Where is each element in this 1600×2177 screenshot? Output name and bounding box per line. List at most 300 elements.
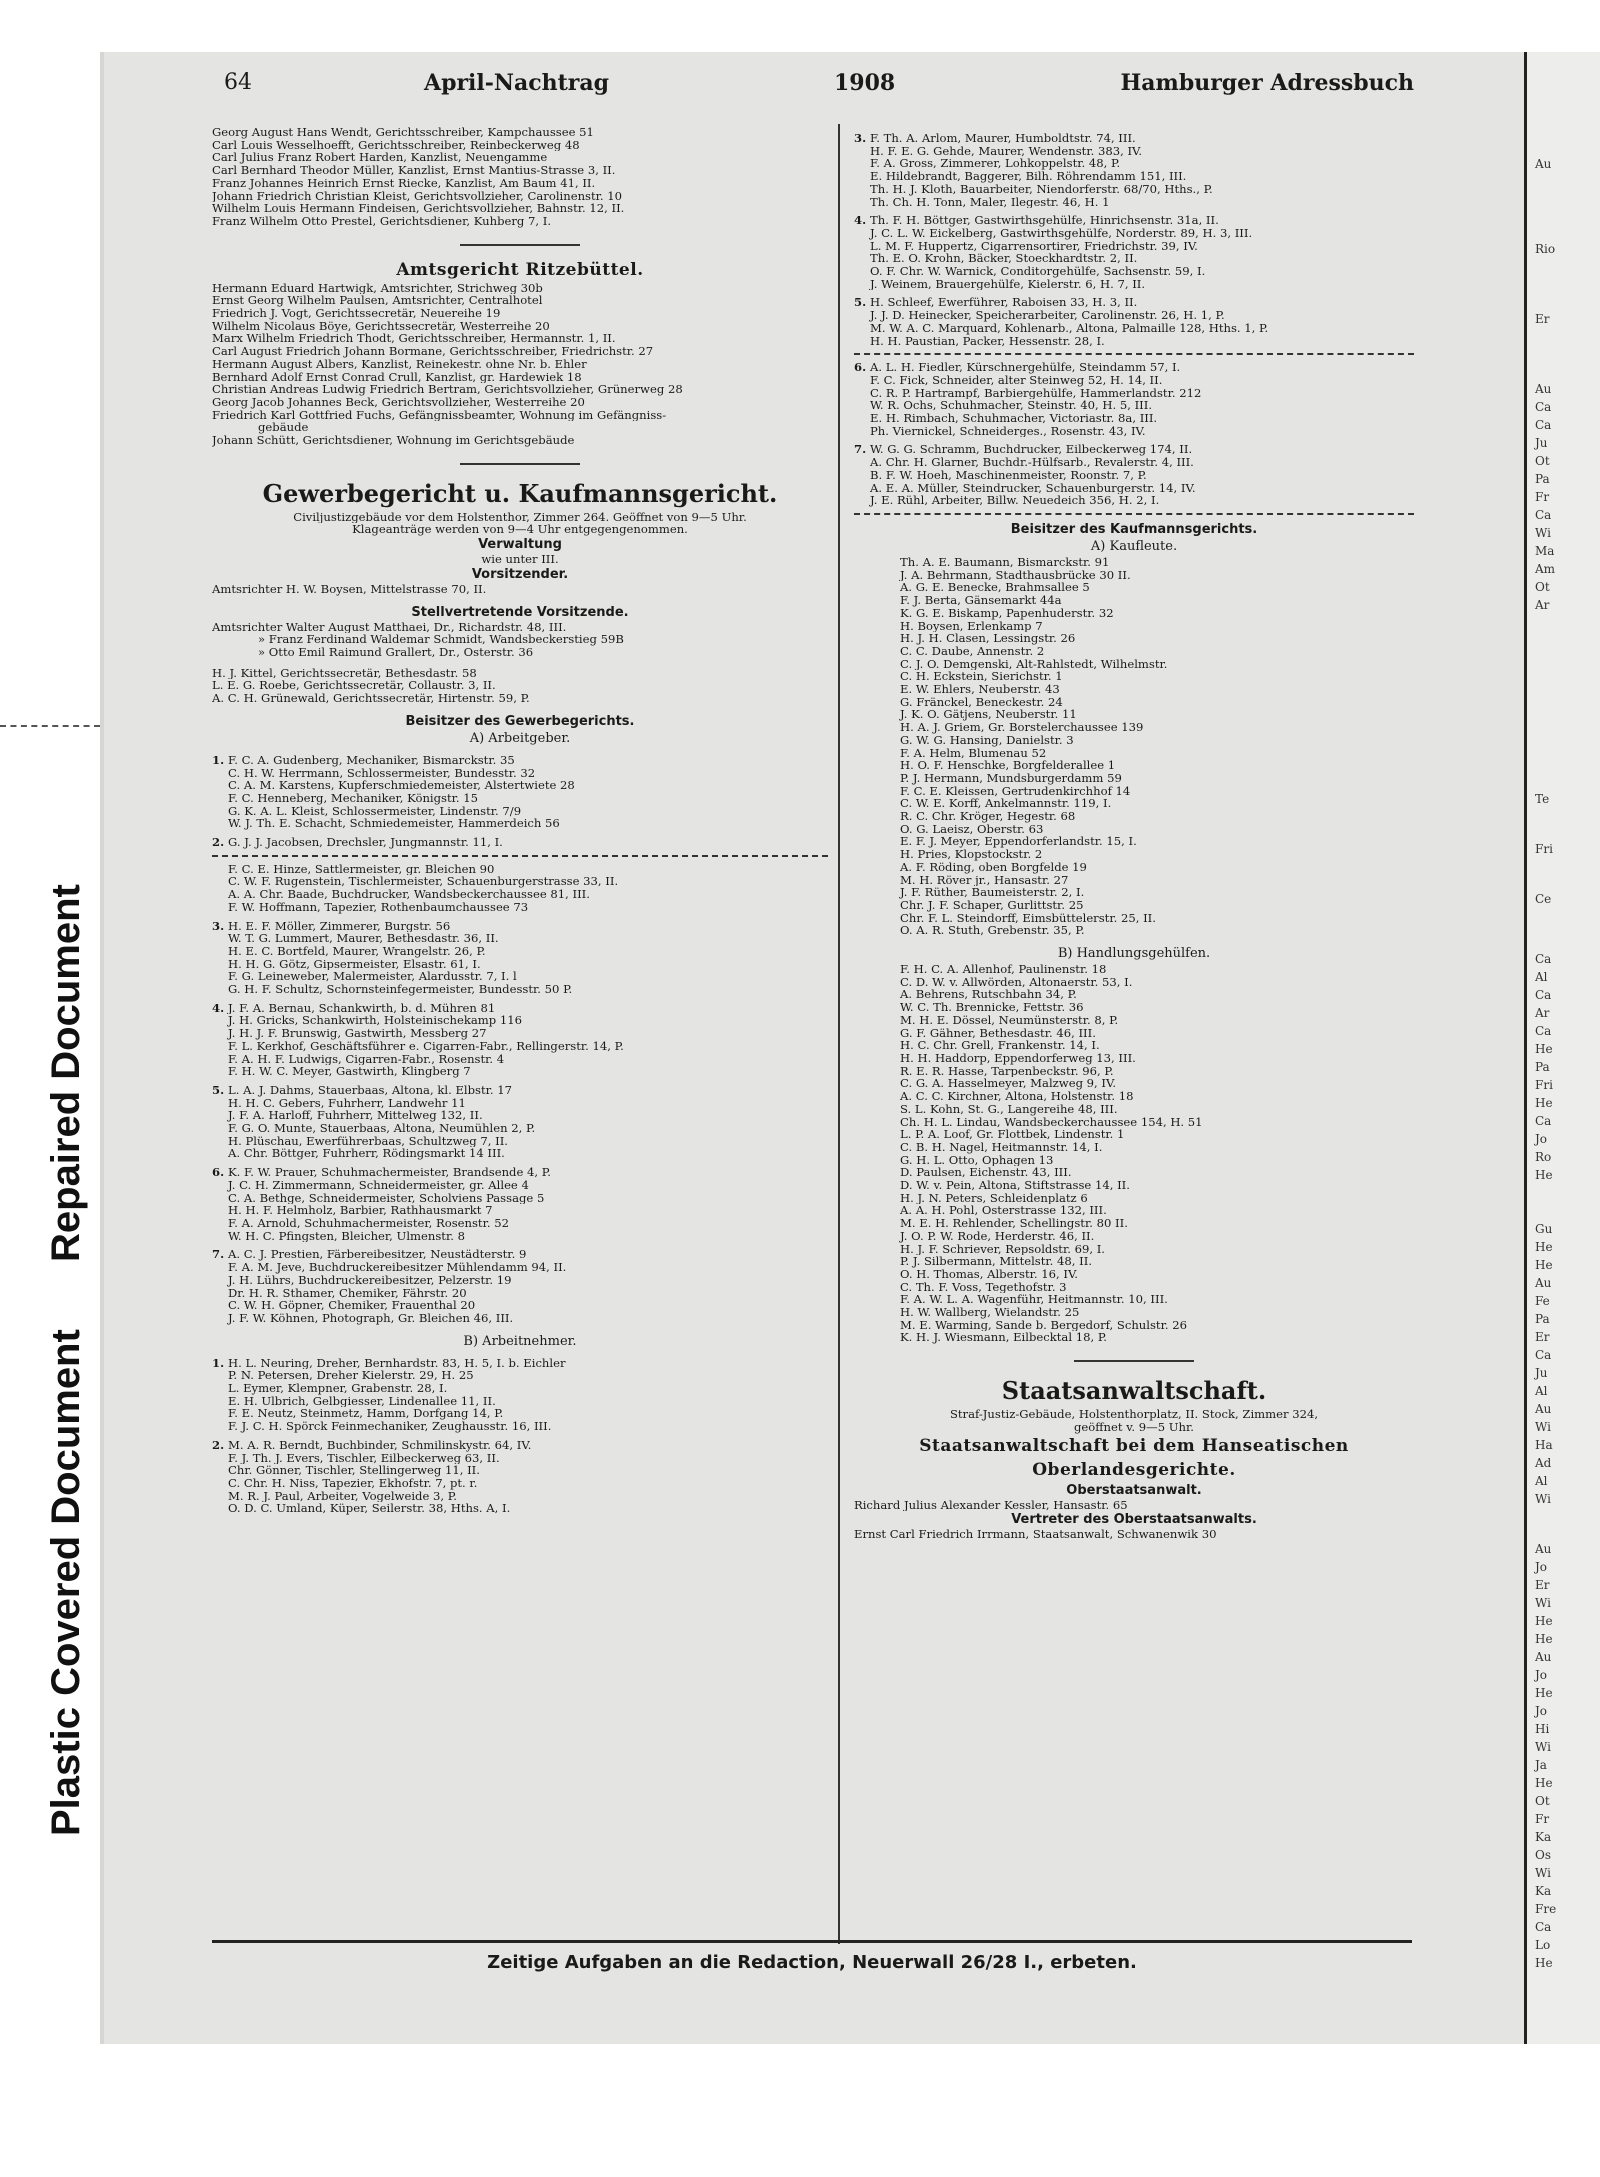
handlungsgehuelfe-line: W. C. Th. Brennicke, Fettstr. 36 xyxy=(900,1001,1084,1014)
entry-line xyxy=(212,1369,828,1382)
subheading-verwaltung: Verwaltung xyxy=(478,537,562,553)
handlungsgehuelfe-line: H. J. F. Schriever, Repsoldstr. 69, I. xyxy=(900,1242,1105,1256)
edge-text-fragment: Ha xyxy=(1535,1438,1553,1452)
kaufmann-line: E. F. J. Meyer, Eppendorferlandstr. 15, I. xyxy=(900,835,1137,849)
entry-line xyxy=(212,932,828,945)
entry-line xyxy=(212,767,828,780)
entry-text: L. A. J. Dahms, Stauerbaas, Altona, kl. Elbstr. 17 xyxy=(228,1083,513,1097)
handlungsgehuelfe-line: D. Paulsen, Eichenstr. 43, III. xyxy=(900,1166,1072,1180)
entry-line xyxy=(854,374,1414,387)
entry-text: J. F. A. Bernau, Schankwirth, b. d. Mühren 81 xyxy=(228,1001,496,1015)
entry-line xyxy=(212,1135,828,1148)
edge-text-fragment: Au xyxy=(1535,157,1552,171)
entry-text: F. J. C. H. Spörck Feinmechaniker, Zeughausstr. 16, III. xyxy=(228,1420,552,1433)
kaufmann-line: J. K. O. Gätjens, Neuberstr. 11 xyxy=(900,708,1077,722)
entry-text: H. H. G. Götz, Gipsermeister, Elsastr. 61, I. xyxy=(228,957,481,971)
entry-line xyxy=(854,296,1414,309)
entry-line xyxy=(212,1382,828,1395)
edge-text-fragment: Jo xyxy=(1535,1132,1548,1146)
handlungsgehuelfe-line: A. Behrens, Rutschbahn 34, P. xyxy=(900,988,1077,1002)
entry-line xyxy=(212,754,828,767)
kaufmann-line: F. C. E. Kleissen, Gertrudenkirchhof 14 xyxy=(900,784,1131,798)
entry-line xyxy=(212,1217,828,1230)
entry-text: H. H. Paustian, Packer, Hessenstr. 28, I. xyxy=(870,334,1105,348)
numbered-group xyxy=(854,132,1414,208)
edge-text-fragment: Ca xyxy=(1535,1920,1552,1934)
entry-text: J. H. Gricks, Schankwirth, Holsteinischekamp 116 xyxy=(228,1014,523,1028)
handlungsgehuelfe-line: O. H. Thomas, Alberstr. 16, IV. xyxy=(900,1267,1078,1281)
court-staff-line: Carl August Friedrich Johann Bormane, Gerichtsschreiber, Friedrichstr. 27 xyxy=(212,345,654,358)
kaufmann-line: H. Pries, Klopstockstr. 2 xyxy=(900,848,1043,861)
edge-text-fragment: Pa xyxy=(1535,472,1550,486)
court-staff-line: Hermann August Albers, Kanzlist, Reinekestr. ohne Nr. b. Ehler xyxy=(212,357,587,371)
entry-text: H. Schleef, Ewerführer, Raboisen 33, H. 3, II. xyxy=(870,296,1138,310)
group-number: 4. xyxy=(854,214,867,227)
edge-text-fragment: Ca xyxy=(1535,988,1552,1002)
edge-text-fragment: Fr xyxy=(1535,490,1550,504)
entry-line xyxy=(212,817,828,830)
court-staff-line: Carl Louis Wesselhoefft, Gerichtsschreiber, Reinbeckerweg 48 xyxy=(212,138,580,152)
edge-text-fragment: Te xyxy=(1535,792,1550,806)
edge-text-fragment: Al xyxy=(1535,1474,1548,1488)
kaufmann-line: C. W. E. Korff, Ankelmannstr. 119, I. xyxy=(900,797,1112,811)
entry-text: Th. Ch. H. Tonn, Maler, Ilegestr. 46, H. 1 xyxy=(870,195,1110,209)
entry-line xyxy=(854,145,1414,158)
section-heading-staatsanwaltschaft: Staatsanwaltschaft. xyxy=(1001,1376,1267,1406)
entry-text: J. H. Lührs, Buchdruckereibesitzer, Pelzerstr. 19 xyxy=(228,1273,512,1287)
edge-text-fragment: He xyxy=(1535,1240,1553,1254)
edge-text-fragment: Ka xyxy=(1535,1884,1552,1898)
entry-line xyxy=(854,157,1414,170)
edge-text-fragment: Wi xyxy=(1535,1420,1551,1434)
entry-line xyxy=(854,183,1414,196)
section-rule xyxy=(1074,1360,1194,1362)
edge-text-fragment: Ca xyxy=(1535,400,1552,414)
kaufmann-line: A. F. Röding, oben Borgfelde 19 xyxy=(900,860,1087,874)
entry-line xyxy=(212,1002,828,1015)
edge-text-fragment: Ma xyxy=(1535,544,1555,558)
edge-text-fragment: Er xyxy=(1535,312,1550,326)
edge-text-fragment: He xyxy=(1535,1614,1553,1628)
entry-text: M. R. J. Paul, Arbeiter, Vogelweide 3, P. xyxy=(228,1489,457,1503)
entry-line xyxy=(854,443,1414,456)
numbered-group xyxy=(212,1002,828,1078)
entry-line xyxy=(212,1166,828,1179)
column-divider xyxy=(838,124,840,1944)
entry-text: G. J. J. Jacobsen, Drechsler, Jungmannstr. 11, I. xyxy=(228,836,503,849)
edge-text-fragment: Ca xyxy=(1535,1348,1552,1362)
edge-text-fragment: Ca xyxy=(1535,418,1552,432)
edge-text-fragment: Ot xyxy=(1535,580,1550,594)
edge-text-fragment: Ca xyxy=(1535,1114,1552,1128)
edge-text-fragment: Jo xyxy=(1535,1668,1548,1682)
entry-text: C. H. W. Herrmann, Schlossermeister, Bundesstr. 32 xyxy=(228,766,536,780)
entry-text: C. A. Bethge, Schneidermeister, Scholviens Passage 5 xyxy=(228,1191,545,1205)
edge-text-fragment: He xyxy=(1535,1168,1553,1182)
entry-line xyxy=(212,1490,828,1503)
entry-line xyxy=(854,227,1414,240)
edge-text-fragment: Al xyxy=(1535,970,1548,984)
kaufmann-line: F. J. Berta, Gänsemarkt 44a xyxy=(900,594,1062,607)
edge-text-fragment: Jo xyxy=(1535,1560,1548,1574)
group-number: 5. xyxy=(854,296,867,310)
kaufmann-line: J. A. Behrmann, Stadthausbrücke 30 II. xyxy=(900,568,1131,582)
edge-text-fragment: He xyxy=(1535,1096,1553,1110)
subheading-arbeitnehmer: B) Arbeitnehmer. xyxy=(463,1333,577,1349)
entry-text: Ph. Viernickel, Schneiderges., Rosenstr. 43, IV. xyxy=(870,424,1146,438)
handlungsgehuelfe-line: C. G. A. Hasselmeyer, Malzweg 9, IV. xyxy=(900,1077,1117,1091)
numbered-group xyxy=(212,836,828,849)
entry-line xyxy=(212,1109,828,1122)
edge-text-fragment: He xyxy=(1535,1042,1553,1056)
entry-text: H. E. C. Bortfeld, Maurer, Wrangelstr. 26, P. xyxy=(228,944,486,958)
secretary-line: L. E. G. Roebe, Gerichtssecretär, Collaustr. 3, II. xyxy=(212,679,496,693)
entry-line xyxy=(854,265,1414,278)
entry-text: A. A. Chr. Baade, Buchdrucker, Wandsbeckerchaussee 81, III. xyxy=(228,888,590,901)
entry-text: O. F. Chr. W. Warnick, Conditorgehülfe, Sachsenstr. 59, I. xyxy=(870,265,1206,278)
edge-text-fragment: Wi xyxy=(1535,1596,1551,1610)
edge-text-fragment: Fri xyxy=(1535,1078,1553,1092)
court-staff-line: Johann Friedrich Christian Kleist, Gerichtsvollzieher, Carolinenstr. 10 xyxy=(212,189,623,203)
entry-text: K. F. W. Prauer, Schuhmachermeister, Brandsende 4, P. xyxy=(228,1166,551,1179)
entry-text: H. E. F. Möller, Zimmerer, Burgstr. 56 xyxy=(228,919,451,933)
group-number: 6. xyxy=(212,1166,225,1179)
entry-line xyxy=(854,132,1414,145)
entry-line xyxy=(212,1502,828,1515)
court-staff-line: Hermann Eduard Hartwigk, Amtsrichter, Strichweg 30b xyxy=(212,281,543,295)
edge-text-fragment: Fre xyxy=(1535,1902,1557,1916)
edge-text-fragment: Ja xyxy=(1535,1758,1547,1772)
handlungsgehuelfe-line: H. J. N. Peters, Schleidenplatz 6 xyxy=(900,1191,1088,1205)
court-staff-line: Friedrich Karl Gottfried Fuchs, Gefängnissbeamter, Wohnung im Gefängniss- xyxy=(212,408,667,422)
entry-line xyxy=(212,901,828,914)
group-number: 2. xyxy=(212,1438,225,1452)
edge-text-fragment: Fri xyxy=(1535,842,1553,856)
court-staff-line: Johann Schütt, Gerichtsdiener, Wohnung im Gerichtsgebäude xyxy=(212,434,575,447)
entry-line xyxy=(212,863,828,876)
entry-line xyxy=(854,335,1414,348)
entry-text: A. C. J. Prestien, Färbereibesitzer, Neustädterstr. 9 xyxy=(228,1248,527,1262)
entry-line xyxy=(212,1395,828,1408)
kaufmann-line: C. H. Eckstein, Sierichstr. 1 xyxy=(900,670,1063,684)
edge-text-fragment: He xyxy=(1535,1258,1553,1272)
entry-line xyxy=(212,1065,828,1078)
handlungsgehuelfe-line: F. A. W. L. A. Wagenführ, Heitmannstr. 10, III. xyxy=(900,1293,1168,1307)
entry-line xyxy=(212,792,828,805)
handlungsgehuelfe-line: S. L. Kohn, St. G., Langereihe 48, III. xyxy=(900,1102,1118,1116)
entry-text: F. E. Neutz, Steinmetz, Hamm, Dorfgang 14, P. xyxy=(228,1407,504,1421)
kaufmann-line: K. G. E. Biskamp, Papenhuderstr. 32 xyxy=(900,606,1114,620)
entry-text: L. M. F. Huppertz, Cigarrensortirer, Friedrichstr. 39, IV. xyxy=(870,239,1198,253)
entry-text: F. A. M. Jeve, Buchdruckereibesitzer Mühlendamm 94, II. xyxy=(228,1261,567,1274)
kaufmann-line: A. G. E. Benecke, Brahmsallee 5 xyxy=(900,581,1090,595)
entry-line xyxy=(212,970,828,983)
group-number: 1. xyxy=(212,753,225,767)
entry-line xyxy=(854,387,1414,400)
edge-text-fragment: Ka xyxy=(1535,1830,1552,1844)
entry-line xyxy=(212,1464,828,1477)
section-heading-oberlandesgericht: Staatsanwaltschaft bei dem Hanseatischen xyxy=(919,1435,1349,1456)
entry-line xyxy=(212,1147,828,1160)
edge-text-fragment: Ca xyxy=(1535,508,1552,522)
entry-text: F. C. A. Gudenberg, Mechaniker, Bismarckstr. 35 xyxy=(228,753,515,767)
entry-line xyxy=(854,309,1414,322)
entry-text: C. W. F. Rugenstein, Tischlermeister, Schauenburgerstrasse 33, II. xyxy=(228,875,619,889)
entry-text: W. T. G. Lummert, Maurer, Bethesdastr. 36, II. xyxy=(228,932,499,945)
kaufmann-line: G. Fränckel, Beneckestr. 24 xyxy=(900,695,1063,709)
entry-text: E. Hildebrandt, Baggerer, Bilh. Röhrendamm 151, III. xyxy=(870,170,1187,183)
numbered-group xyxy=(212,754,828,830)
entry-text: J. F. A. Harloff, Fuhrherr, Mittelweg 132, II. xyxy=(228,1109,483,1123)
entry-line xyxy=(212,958,828,971)
edge-text-fragment: Al xyxy=(1535,1384,1548,1398)
entry-line xyxy=(212,1407,828,1420)
entry-text: W. J. Th. E. Schacht, Schmiedemeister, Hammerdeich 56 xyxy=(228,817,560,831)
handlungsgehuelfe-line: H. C. Chr. Grell, Frankenstr. 14, I. xyxy=(900,1039,1100,1052)
entry-text: H. L. Neuring, Dreher, Bernhardstr. 83, H. 5, I. b. Eichler xyxy=(228,1356,566,1370)
entry-text: A. Chr. Böttger, Fuhrherr, Rödingsmarkt 14 III. xyxy=(228,1147,505,1161)
court-staff-line: Wilhelm Nicolaus Böye, Gerichtssecretär, Westerreihe 20 xyxy=(212,319,550,333)
entry-text: F. C. Fick, Schneider, alter Steinweg 52, H. 14, II. xyxy=(870,373,1163,387)
group-number: 3. xyxy=(212,919,225,933)
edge-text-fragment: Wi xyxy=(1535,1492,1551,1506)
repaired-document-label: Repaired Document xyxy=(44,884,88,1262)
entry-line xyxy=(212,1261,828,1274)
entry-line xyxy=(212,1053,828,1066)
numbered-group xyxy=(854,361,1414,437)
kaufmann-line: C. J. O. Demgenski, Alt-Rahlstedt, Wilhelmstr. xyxy=(900,657,1168,671)
adjacent-page-edge xyxy=(1524,52,1600,2044)
group-number: 5. xyxy=(212,1083,225,1097)
handlungsgehuelfe-line: C. Th. F. Voss, Tegethofstr. 3 xyxy=(900,1280,1067,1294)
entry-line xyxy=(212,1179,828,1192)
edge-text-fragment: He xyxy=(1535,1686,1553,1700)
entry-text: E. H. Ulbrich, Gelbgiesser, Lindenallee 11, II. xyxy=(228,1394,496,1408)
entry-line xyxy=(854,252,1414,265)
numbered-group xyxy=(212,920,828,996)
handlungsgehuelfe-line: H. H. Haddorp, Eppendorferweg 13, III. xyxy=(900,1052,1136,1065)
kaufmann-line: Th. A. E. Baumann, Bismarckstr. 91 xyxy=(900,555,1110,569)
entry-line xyxy=(854,322,1414,335)
handlungsgehuelfe-line: G. F. Gähner, Bethesdastr. 46, III. xyxy=(900,1026,1096,1040)
entry-text: H. Plüschau, Ewerführerbaas, Schultzweg 7, II. xyxy=(228,1134,508,1148)
court-staff-line: gebäude xyxy=(258,421,309,435)
entry-line xyxy=(854,214,1414,227)
address-line: Civiljustizgebäude vor dem Holstenthor, Zimmer 264. Geöffnet von 9—5 Uhr. xyxy=(293,510,747,524)
entry-line xyxy=(212,1299,828,1312)
spacer xyxy=(854,937,1414,945)
entry-line xyxy=(854,482,1414,495)
entry-text: Th. H. J. Kloth, Bauarbeiter, Niendorferstr. 68/70, Hths., P. xyxy=(870,182,1213,196)
entry-text: M. A. R. Berndt, Buchbinder, Schmilinskystr. 64, IV. xyxy=(228,1438,532,1452)
entry-text: F. W. Hoffmann, Tapezier, Rothenbaumchaussee 73 xyxy=(228,900,529,914)
kaufmann-line: O. A. R. Stuth, Grebenstr. 35, P. xyxy=(900,924,1085,938)
side-annotations xyxy=(0,0,100,2177)
right-column xyxy=(854,126,1414,1541)
edge-text-fragment: Os xyxy=(1535,1848,1551,1862)
entry-line xyxy=(212,920,828,933)
address-line: Straf-Justiz-Gebäude, Holstenthorplatz, II. Stock, Zimmer 324, xyxy=(949,1408,1319,1421)
spacer xyxy=(212,1325,828,1333)
handlungsgehuelfe-line: M. E. Warming, Sande b. Bergedorf, Schulstr. 26 xyxy=(900,1318,1187,1332)
entry-line xyxy=(212,805,828,818)
page-year: 1908 xyxy=(834,70,896,96)
entry-line xyxy=(854,399,1414,412)
court-staff-line: Bernhard Adolf Ernst Conrad Crull, Kanzlist, gr. Hardewiek 18 xyxy=(212,370,582,384)
edge-text-fragment: Pa xyxy=(1535,1312,1550,1326)
edge-text-fragment: Rio xyxy=(1535,242,1556,256)
kaufmann-line: J. F. Rüther, Baumeisterstr. 2, I. xyxy=(900,886,1085,899)
entry-line xyxy=(854,240,1414,253)
court-staff-line: Franz Wilhelm Otto Prestel, Gerichtsdiener, Kuhberg 7, I. xyxy=(212,214,552,228)
left-column xyxy=(212,126,828,1515)
court-staff-line: Ernst Georg Wilhelm Paulsen, Amtsrichter, Centralhotel xyxy=(212,294,543,308)
edge-text-fragment: Au xyxy=(1535,1650,1552,1664)
edge-text-fragment: Jo xyxy=(1535,1704,1548,1718)
entry-line xyxy=(212,1230,828,1243)
edge-text-fragment: Lo xyxy=(1535,1938,1551,1952)
court-staff-line: Marx Wilhelm Friedrich Thodt, Gerichtsschreiber, Hermannstr. 1, II. xyxy=(212,332,616,346)
entry-text: F. C. Henneberg, Mechaniker, Königstr. 15 xyxy=(228,791,479,805)
handlungsgehuelfe-line: J. O. P. W. Rode, Herderstr. 46, II. xyxy=(900,1229,1095,1243)
entry-text: J. E. Rühl, Arbeiter, Billw. Neuedeich 356, H. 2, I. xyxy=(870,494,1160,507)
edge-text-fragment: Ar xyxy=(1535,598,1550,612)
court-staff-line: Franz Johannes Heinrich Ernst Riecke, Kanzlist, Am Baum 41, II. xyxy=(212,176,596,190)
edge-text-fragment: Au xyxy=(1535,1542,1552,1556)
entry-line xyxy=(854,196,1414,209)
edge-text-fragment: Ca xyxy=(1535,952,1552,966)
page-title: April-Nachtrag xyxy=(424,70,610,96)
entry-line xyxy=(212,1274,828,1287)
handlungsgehuelfe-line: A. A. H. Pohl, Osterstrasse 132, III. xyxy=(900,1204,1107,1218)
entry-text: G. K. A. L. Kleist, Schlossermeister, Lindenstr. 7/9 xyxy=(228,804,522,818)
entry-text: L. Eymer, Klempner, Grabenstr. 28, I. xyxy=(228,1382,448,1395)
group-number: 6. xyxy=(854,361,867,374)
edge-text-fragment: Ot xyxy=(1535,1794,1550,1808)
entry-text: F. A. Arnold, Schuhmachermeister, Rosenstr. 52 xyxy=(228,1217,509,1230)
group-number: 1. xyxy=(212,1356,225,1370)
section-rule xyxy=(460,244,580,246)
entry-text: H. H. F. Helmholz, Barbier, Rathhausmarkt 7 xyxy=(228,1204,493,1217)
entry-text: J. C. H. Zimmermann, Schneidermeister, gr. Allee 4 xyxy=(228,1178,529,1192)
section-heading-gewerbegericht: Gewerbegericht u. Kaufmannsgericht. xyxy=(262,478,778,508)
stellvertreter-line: Amtsrichter Walter August Matthaei, Dr., Richardstr. 48, III. xyxy=(212,620,567,634)
entry-text: Th. F. H. Böttger, Gastwirthsgehülfe, Hinrichsenstr. 31a, II. xyxy=(870,214,1219,227)
edge-text-fragment: He xyxy=(1535,1956,1553,1970)
numbered-group xyxy=(854,443,1414,507)
entry-text: B. F. W. Hoeh, Maschinenmeister, Roonstr. 7, P. xyxy=(870,468,1147,482)
entry-line xyxy=(854,361,1414,374)
entry-text: M. W. A. C. Marquard, Kohlenarb., Altona, Palmaille 128, Hths. 1, P. xyxy=(870,321,1269,335)
handlungsgehuelfe-line: H. W. Wallberg, Wielandstr. 25 xyxy=(900,1306,1080,1319)
edge-text-fragment: Fe xyxy=(1535,1294,1550,1308)
address-line: Klageanträge werden von 9—4 Uhr entgegengenommen. xyxy=(352,523,688,537)
scanned-page-area xyxy=(100,52,1600,2044)
entry-line xyxy=(212,875,828,888)
edge-text-fragment: He xyxy=(1535,1632,1553,1646)
entry-text: J. Weinem, Brauergehülfe, Kielerstr. 6, H. 7, II. xyxy=(870,277,1146,291)
entry-line xyxy=(212,1287,828,1300)
entry-text: W. R. Ochs, Schuhmacher, Steinstr. 40, H. 5, III. xyxy=(870,399,1153,413)
handlungsgehuelfe-line: A. C. C. Kirchner, Altona, Holstenstr. 18 xyxy=(900,1090,1134,1103)
entry-text: F. G. Leineweber, Malermeister, Alardusstr. 7, I. l xyxy=(228,970,517,984)
edge-text-fragment: Pa xyxy=(1535,1060,1550,1074)
stellvertreter-line: » Franz Ferdinand Waldemar Schmidt, Wandsbeckerstieg 59B xyxy=(258,633,624,646)
edge-text-fragment: Ju xyxy=(1535,436,1548,450)
entry-line xyxy=(212,945,828,958)
edge-text-fragment: Am xyxy=(1535,562,1556,576)
plastic-covered-document-label: Plastic Covered Document xyxy=(44,1329,88,1836)
entry-line xyxy=(854,170,1414,183)
edge-text-fragment: Ro xyxy=(1535,1150,1552,1164)
entry-text: F. J. Th. J. Evers, Tischler, Eilbeckerweg 63, II. xyxy=(228,1451,500,1465)
edge-text-fragment: Ce xyxy=(1535,892,1552,906)
subheading-vertreter: Vertreter des Oberstaatsanwalts. xyxy=(1011,1512,1257,1528)
edge-text-fragment: Wi xyxy=(1535,1740,1551,1754)
edge-text-fragment: Wi xyxy=(1535,526,1551,540)
group-number: 4. xyxy=(212,1001,225,1015)
numbered-group xyxy=(854,214,1414,290)
entry-line xyxy=(212,1248,828,1261)
address-line: geöffnet v. 9—5 Uhr. xyxy=(1074,1420,1194,1434)
handlungsgehuelfe-line: C. D. W. v. Allwörden, Altonaerstr. 53, I. xyxy=(900,975,1133,989)
entry-text: F. H. W. C. Meyer, Gastwirth, Klingberg 7 xyxy=(228,1065,471,1078)
entry-line xyxy=(212,836,828,849)
numbered-group xyxy=(212,1248,828,1324)
entry-text: C. A. M. Karstens, Kupferschmiedemeister, Alstertwiete 28 xyxy=(228,779,575,792)
subheading-handlungsgehuelfen: B) Handlungsgehülfen. xyxy=(1057,946,1211,962)
entry-line xyxy=(212,1439,828,1452)
footer-rule xyxy=(212,1940,1412,1943)
kaufmann-line: C. C. Daube, Annenstr. 2 xyxy=(900,644,1045,658)
edge-text-fragment: Er xyxy=(1535,1330,1550,1344)
kaufmann-line: F. A. Helm, Blumenau 52 xyxy=(900,746,1047,760)
edge-text-fragment: Ca xyxy=(1535,1024,1552,1038)
edge-text-fragment: He xyxy=(1535,1776,1553,1790)
handlungsgehuelfe-line: Ch. H. L. Lindau, Wandsbeckerchaussee 154, H. 51 xyxy=(900,1115,1203,1129)
page-number: 64 xyxy=(224,70,252,95)
entry-line xyxy=(212,1204,828,1217)
entry-text: J. C. L. W. Eickelberg, Gastwirthsgehülfe, Norderstr. 89, H. 3, III. xyxy=(870,226,1253,240)
entry-text: O. D. C. Umland, Küper, Seilerstr. 38, Hths. A, I. xyxy=(228,1502,511,1516)
entry-text: F. Th. A. Arlom, Maurer, Humboldtstr. 74, III. xyxy=(870,132,1136,145)
kaufmann-line: P. J. Hermann, Mundsburgerdamm 59 xyxy=(900,771,1122,785)
entry-line xyxy=(854,456,1414,469)
entry-line xyxy=(212,983,828,996)
edge-text-fragment: Au xyxy=(1535,382,1552,396)
kaufmann-line: H. O. F. Henschke, Borgfelderallee 1 xyxy=(900,759,1116,772)
handlungsgehuelfe-line: D. W. v. Pein, Altona, Stiftstrasse 14, II. xyxy=(900,1179,1130,1192)
spacer xyxy=(212,705,828,713)
edge-text-fragment: Ot xyxy=(1535,454,1550,468)
page-header xyxy=(224,70,1414,104)
vertreter-line: Ernst Carl Friedrich Irrmann, Staatsanwalt, Schwanenwik 30 xyxy=(854,1528,1217,1541)
numbered-group xyxy=(212,1166,828,1242)
numbered-group xyxy=(212,1439,828,1515)
entry-text: Chr. Gönner, Tischler, Stellingerweg 11, II. xyxy=(228,1464,480,1477)
entry-text: W. H. C. Pfingsten, Bleicher, Ulmenstr. 8 xyxy=(228,1229,465,1243)
court-staff-line: Carl Julius Franz Robert Harden, Kanzlist, Neuengamme xyxy=(212,151,548,165)
handlungsgehuelfe-line: M. E. H. Rehlender, Schellingstr. 80 II. xyxy=(900,1217,1128,1230)
entry-text: W. G. G. Schramm, Buchdrucker, Eilbeckerweg 174, II. xyxy=(870,443,1193,457)
group-number: 3. xyxy=(854,132,867,145)
entry-line xyxy=(854,412,1414,425)
entry-line xyxy=(212,1192,828,1205)
subheading-beisitzer-kaufmann: Beisitzer des Kaufmannsgerichts. xyxy=(1010,521,1258,537)
verwaltung-text: wie unter III. xyxy=(481,553,559,566)
subheading-arbeitgeber: A) Arbeitgeber. xyxy=(469,730,571,746)
group-number: 2. xyxy=(212,836,225,849)
